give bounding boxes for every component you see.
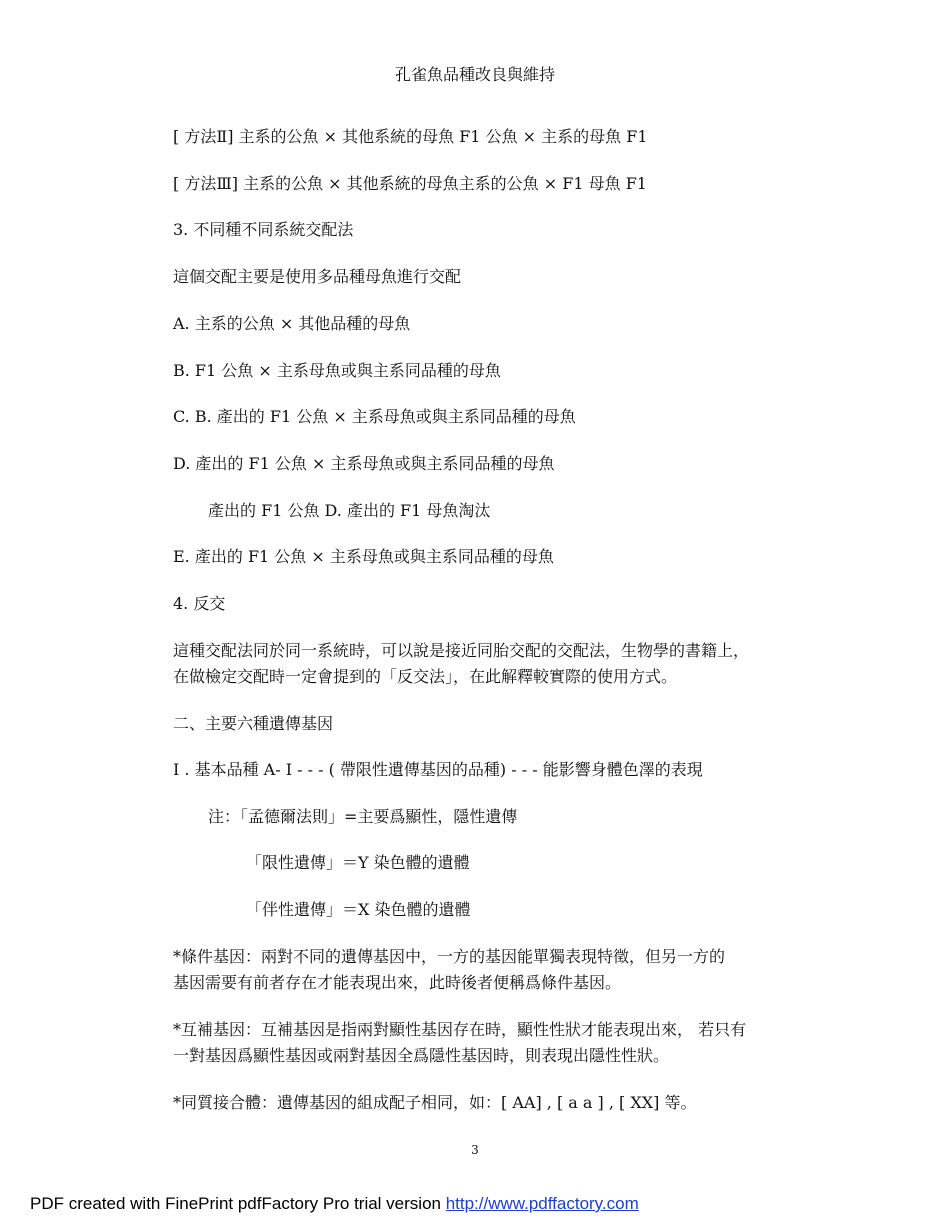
text-line: [ 方法Ⅲ] 主系的公魚 × 其他系統的母魚主系的公魚 × F1 母魚 F1 [173, 174, 647, 193]
text-line: [ 方法Ⅱ] 主系的公魚 × 其他系統的母魚 F1 公魚 × 主系的母魚 F1 [173, 127, 648, 146]
footer-text: PDF created with FinePrint pdfFactory Pro trial version [30, 1194, 446, 1213]
paragraph-line: *互補基因：互補基因是指兩對顯性基因存在時，顯性性狀才能表現出來， 若只有 [173, 1020, 747, 1039]
note-line: 注：「孟德爾法則」=主要爲顯性，隱性遺傳 [208, 807, 518, 826]
note-line: 「限性遺傳」＝Y 染色體的遺體 [246, 853, 470, 872]
paragraph-line: 這種交配法同於同一系統時，可以說是接近同胎交配的交配法，生物學的書籍上， [173, 641, 750, 660]
page-number: 3 [471, 1143, 479, 1157]
paragraph-line: *同質接合體：遺傳基因的組成配子相同，如：[ AA] , [ a a ] , [ XX] 等。 [173, 1093, 697, 1112]
page-title: 孔雀魚品種改良與維持 [394, 65, 555, 84]
pdf-footer [30, 1193, 639, 1215]
list-item: D. 產出的 F1 公魚 × 主系母魚或與主系同品種的母魚 [173, 454, 555, 473]
section-heading: 二、主要六種遺傳基因 [173, 714, 334, 733]
list-item: E. 產出的 F1 公魚 × 主系母魚或與主系同品種的母魚 [173, 547, 554, 566]
note-line: 「伴性遺傳」＝X 染色體的遺體 [246, 900, 471, 919]
paragraph-line: 基因需要有前者存在才能表現出來，此時後者便稱爲條件基因。 [173, 973, 622, 992]
paragraph-line: 在做檢定交配時一定會提到的「反交法」，在此解釋較實際的使用方式。 [173, 667, 678, 686]
list-item: A. 主系的公魚 × 其他品種的母魚 [173, 314, 411, 333]
list-item: B. F1 公魚 × 主系母魚或與主系同品種的母魚 [173, 361, 501, 380]
text-line: I . 基本品種 A- I - - - ( 帶限性遺傳基因的品種) - - - 能影響身體色澤的表現 [173, 760, 703, 779]
section-heading: 4. 反交 [173, 594, 226, 613]
section-heading: 3. 不同種不同系統交配法 [173, 220, 354, 239]
list-item-continuation: 產出的 F1 公魚 D. 產出的 F1 母魚淘汰 [208, 501, 491, 520]
text-line: 這個交配主要是使用多品種母魚進行交配 [173, 267, 462, 286]
list-item: C. B. 產出的 F1 公魚 × 主系母魚或與主系同品種的母魚 [173, 407, 576, 426]
footer-link[interactable]: http://www.pdffactory.com [445, 1194, 639, 1213]
paragraph-line: *條件基因：兩對不同的遺傳基因中，一方的基因能單獨表現特徵，但另一方的 [173, 947, 726, 966]
paragraph-line: 一對基因爲顯性基因或兩對基因全爲隱性基因時，則表現出隱性性狀。 [173, 1046, 670, 1065]
